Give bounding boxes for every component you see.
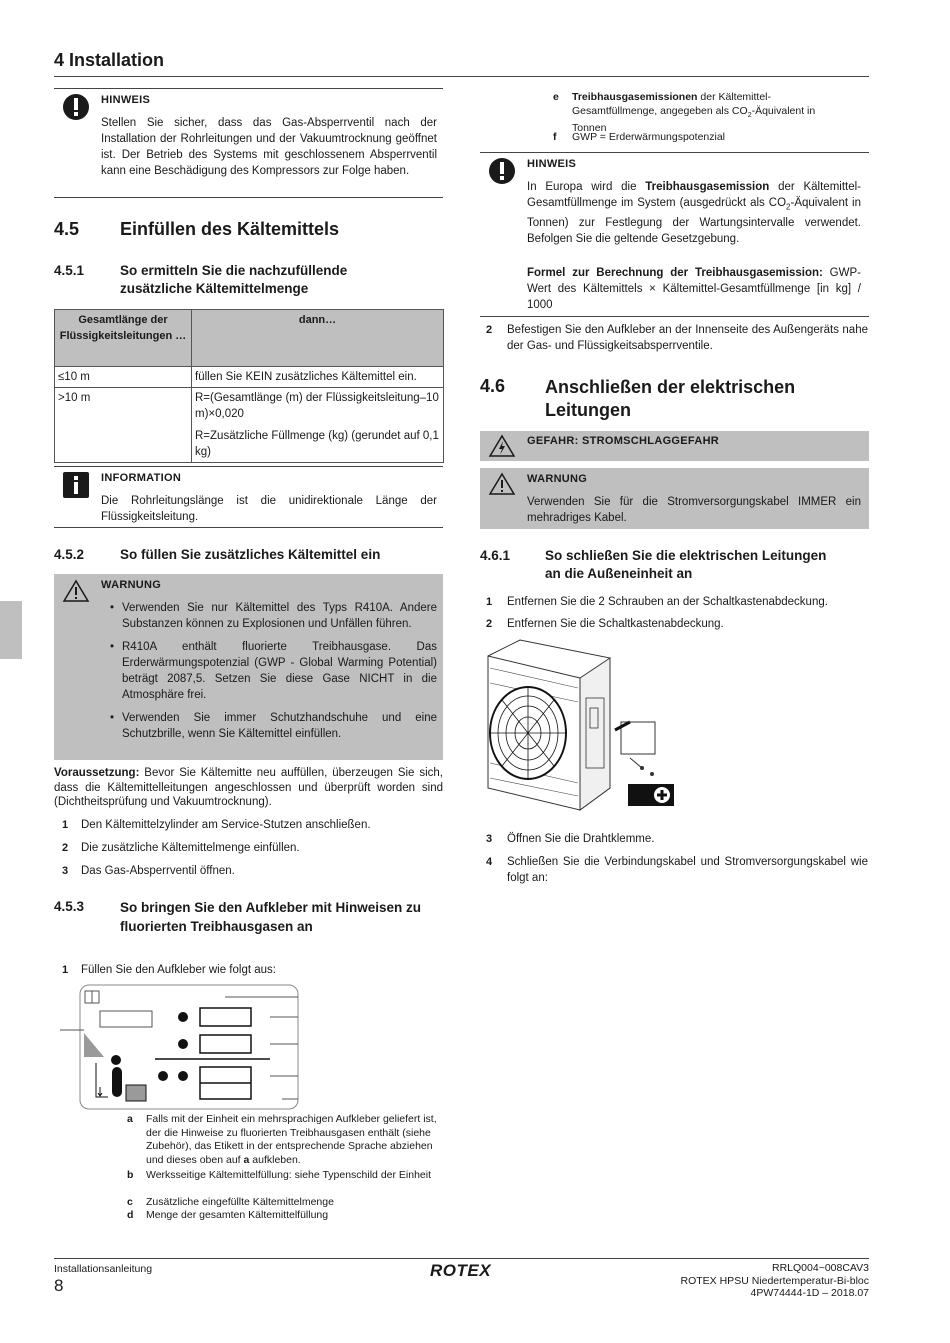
legend-text-sub: 2: [747, 111, 752, 119]
brand-logo: ROTEX: [430, 1261, 492, 1280]
list-item: • Verwenden Sie immer Schutzhandschuhe und eine Schutzbrille, wenn Sie Kältemittel einfüllen.: [108, 710, 437, 742]
subsection-number: 4.6.1: [480, 548, 511, 563]
section-title: [545, 376, 795, 422]
list-item: • R410A enthält fluorierte Treibhausgase. Das Erderwärmungspotenzial (GWP - Global Warming Potential) beträgt 2087,5. Setzen Sie diese Gase NICHT in die Atmosphäre frei.: [108, 639, 437, 703]
section-number: 4.5: [54, 219, 80, 239]
notice-text-part: der Kältemittel-Gesamtfüllmenge im System (ausgedrückt als CO: [527, 181, 862, 209]
legend-text-part: -Äquivalent in Tonnen: [572, 104, 816, 135]
subsection-number: 4.5.3: [54, 899, 85, 914]
legend-text: GWP = Erderwärmungspotenzial: [572, 131, 725, 143]
step-text: Füllen Sie den Aufkleber wie folgt aus:: [81, 964, 276, 976]
step-text: Befestigen Sie den Aufkleber an der Innenseite des Außengeräts nahe der Gas- und Flüssigkeitsabsperrventile.: [507, 324, 868, 352]
table-cell-line: R=Zusätzliche Füllmenge (kg) (gerundet auf 0,1 kg): [195, 430, 439, 458]
notice-label: HINWEIS: [101, 94, 151, 106]
legend-text-part: Falls mit der Einheit ein mehrsprachigen Aufkleber geliefert ist, der die Hinweise zu fluorierten Treibhausgasen enthält (siehe Zubehör), das Etikett in der entsprechende Sprache abziehen und dieses oben auf: [146, 1113, 437, 1166]
step-number: 2: [62, 842, 69, 854]
table-cell: füllen Sie KEIN zusätzliches Kältemittel ein.: [192, 367, 444, 388]
notice-bottom-rule: [480, 316, 869, 317]
step-number: 3: [486, 833, 493, 845]
chapter-title: 4 Installation: [54, 50, 165, 70]
header-rule: [54, 76, 869, 77]
notice-text-bold: Treibhausgasemission: [645, 181, 770, 193]
info-top-rule: [54, 466, 443, 467]
step-number: 1: [62, 964, 69, 976]
exclamation-icon: [488, 157, 516, 185]
notice-text: Stellen Sie sicher, dass das Gas-Absperrventil nach der Installation der Rohrleitungen und der Vakuumtrocknung geöffnet ist. Der Betrieb des Systems mit geschlossenem Absperrventil kann eine Beschädigung des Kompressors zur Folge haben.: [101, 117, 437, 177]
legend-key: f: [553, 131, 557, 143]
step-text: Die zusätzliche Kältemittelmenge einfüllen.: [81, 842, 300, 854]
step-text: Den Kältemittelzylinder am Service-Stutzen anschließen.: [81, 819, 371, 831]
step-text: Das Gas-Absperrventil öffnen.: [81, 865, 235, 877]
notice-top-rule: [480, 152, 869, 153]
refrigerant-table: [54, 309, 444, 463]
step-number: 1: [486, 596, 493, 608]
step-number: 3: [62, 865, 69, 877]
legend-key: b: [127, 1169, 134, 1181]
information-icon: [62, 471, 90, 499]
warning-list: [108, 600, 437, 749]
footer-line: RRLQ004~008CAV3: [772, 1262, 869, 1274]
section-title-line: Leitungen: [545, 400, 631, 420]
legend-text-bold: Treibhausgasemissionen: [572, 91, 698, 103]
notice-label: HINWEIS: [527, 158, 577, 170]
footer-doc: Installationsanleitung: [54, 1263, 153, 1275]
prerequisite-label: Voraussetzung:: [54, 767, 140, 779]
subsection-title: So bringen Sie den Aufkleber mit Hinweisen zu fluorierten Treibhausgasen an: [120, 900, 422, 934]
legend-key: e: [553, 91, 559, 103]
warning-label: WARNUNG: [101, 579, 162, 591]
side-tab: [0, 601, 22, 659]
section-title-line: Anschließen der elektrischen: [545, 377, 796, 397]
info-bottom-rule: [54, 527, 443, 528]
step-text: Entfernen Sie die Schaltkastenabdeckung.: [507, 618, 724, 630]
danger-label: GEFAHR: STROMSCHLAGGEFAHR: [527, 435, 720, 447]
legend-text-part: aufkleben.: [249, 1153, 301, 1166]
legend-key: a: [127, 1113, 133, 1125]
exclamation-icon: [62, 93, 90, 121]
notice-text-part: -Äquivalent in Tonnen) zur Festlegung der Wartungsintervalle verwendet. Befolgen Sie die geltende Gesetzgebung.: [527, 197, 861, 246]
page-number: 8: [54, 1276, 64, 1295]
label-diagram: [60, 983, 305, 1113]
footer-rule: [54, 1258, 869, 1259]
outdoor-unit-illustration: [480, 638, 680, 813]
notice-formula: [527, 265, 861, 313]
notice-bottom-rule: [54, 197, 443, 198]
section-number: 4.6: [480, 376, 506, 396]
info-label: INFORMATION: [101, 472, 182, 484]
step-text: Entfernen Sie die 2 Schrauben an der Schaltkastenabdeckung.: [507, 596, 828, 608]
subsection-title: So füllen Sie zusätzliches Kältemittel ein: [120, 547, 381, 562]
table-cell: [192, 388, 444, 463]
list-item: • Verwenden Sie nur Kältemittel des Typs R410A. Andere Substanzen können zu Explosionen und Unfällen führen.: [108, 600, 437, 632]
subsection-title: So schließen Sie die elektrischen Leitungen an die Außeneinheit an: [545, 548, 827, 581]
table-cell-line: R=(Gesamtlänge (m) der Flüssigkeitsleitung–10 m)×0,020: [195, 392, 439, 420]
prerequisite-text: Bevor Sie Kältemitte neu auffüllen, überzeugen Sie sich, dass die Kältemittelleitungen angeschlossen und überprüft worden sind (Dichtheitsprüfung und Vakuumtrocknung).: [54, 767, 443, 808]
notice-top-rule: [54, 88, 443, 89]
notice-text-part: In Europa wird die: [527, 181, 646, 193]
step-number: 2: [486, 618, 493, 630]
subsection-title: So ermitteln Sie die nachzufüllende zusätzliche Kältemittelmenge: [120, 263, 348, 296]
step-number: 2: [486, 324, 493, 336]
table-row: [55, 367, 444, 388]
footer-line: 4PW74444-1D – 2018.07: [750, 1287, 869, 1299]
step-number: 4: [486, 856, 493, 868]
step-text: Öffnen Sie die Drahtklemme.: [507, 833, 655, 845]
table-header: Gesamtlänge der Flüssigkeitsleitungen …: [55, 310, 192, 367]
legend-text: [572, 91, 847, 136]
subsection-number: 4.5.2: [54, 547, 85, 562]
legend-text: [146, 1113, 443, 1167]
warning-icon: [488, 472, 516, 496]
notice-formula-text: GWP-Wert des Kältemittels × Kältemittel-Gesamtfüllmenge [in kg] / 1000: [527, 267, 861, 311]
section-title: Einfüllen des Kältemittels: [120, 219, 340, 239]
info-text: Die Rohrleitungslänge ist die unidirektionale Länge der Flüssigkeitsleitung.: [101, 495, 437, 523]
step-number: 1: [62, 819, 69, 831]
legend-text: Zusätzliche eingefüllte Kältemittelmenge: [146, 1196, 334, 1208]
step-text: Schließen Sie die Verbindungskabel und Stromversorgungskabel wie folgt an:: [507, 856, 868, 884]
warning-icon: [62, 579, 90, 603]
electric-hazard-icon: [488, 434, 516, 458]
legend-text-part: der Kältemittel-Gesamtfüllmenge, angegeben als CO: [572, 91, 771, 117]
warning-label: WARNUNG: [527, 473, 588, 485]
table-header: dann…: [192, 310, 444, 367]
notice-text: [527, 179, 861, 247]
legend-text: Werksseitige Kältemittelfüllung: siehe Typenschild der Einheit: [146, 1169, 432, 1181]
table-cell: ≤10 m: [55, 367, 192, 388]
table-cell: >10 m: [55, 388, 192, 463]
notice-formula-label: Formel zur Berechnung der Treibhausgasemission:: [527, 267, 823, 279]
footer-line: ROTEX HPSU Niedertemperatur-Bi-bloc: [680, 1274, 869, 1287]
legend-text: Menge der gesamten Kältemittelfüllung: [146, 1209, 329, 1221]
notice-text-sub: 2: [786, 202, 791, 212]
legend-key: d: [127, 1209, 134, 1221]
legend-text-bold: a: [243, 1153, 250, 1166]
prerequisite: [54, 766, 443, 810]
subsection-number: 4.5.1: [54, 263, 85, 278]
table-row: [55, 388, 444, 463]
legend-key: c: [127, 1196, 133, 1208]
warning-text: Verwenden Sie für die Stromversorgungskabel IMMER ein mehradriges Kabel.: [527, 496, 861, 524]
footer-meta: [681, 1262, 869, 1300]
